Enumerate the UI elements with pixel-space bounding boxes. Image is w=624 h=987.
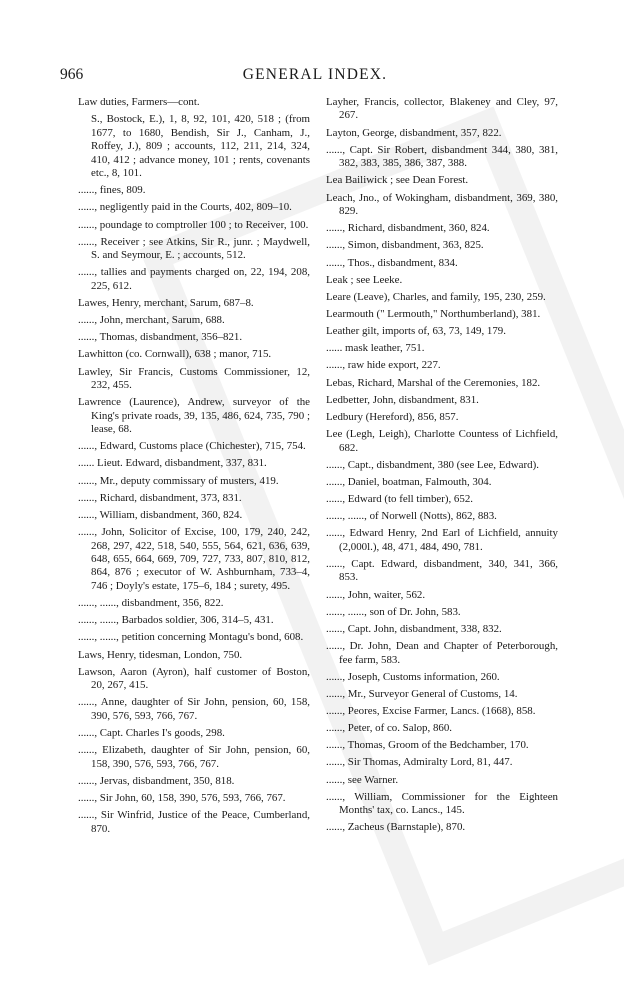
- index-entry: ......, John, waiter, 562.: [326, 588, 426, 601]
- index-entry: Learmouth (" Lermouth," Northumberland), 381.: [326, 307, 541, 320]
- index-entry: Layher, Francis, collector, Blakeney and Cley, 97, 267.: [326, 96, 558, 122]
- index-entry: ......, tallies and payments charged on, 22, 194, 208, 225, 612.: [78, 266, 310, 292]
- page-number: 966: [60, 66, 84, 83]
- index-entry: Laws, Henry, tidesman, London, 750.: [78, 648, 243, 661]
- index-entry: ......, Capt. Charles I's goods, 298.: [78, 726, 225, 739]
- index-entry: Leach, Jno., of Wokingham, disbandment, 369, 380, 829.: [326, 191, 558, 218]
- index-entry: ......, Edward, Customs place (Chichester), 715, 754.: [78, 440, 306, 453]
- index-entry: Ledbetter, John, disbandment, 831.: [326, 393, 479, 406]
- index-entry: ......, poundage to comptroller 100 ; to Receiver, 100.: [78, 218, 309, 231]
- index-entry: ......, Joseph, Customs information, 260.: [326, 670, 500, 683]
- index-entry: Leak ; see Leeke.: [326, 273, 403, 286]
- index-entry: ......, Mr., Surveyor General of Customs, 14.: [326, 687, 518, 700]
- index-entry: ......, ......, of Norwell (Notts), 862, 883.: [326, 510, 497, 523]
- index-entry: ......, Sir Winfrid, Justice of the Peace, Cumberland, 870.: [78, 809, 310, 835]
- index-entry: ......, Elizabeth, daughter of Sir John, pension, 60, 158, 390, 576, 593, 766, 767.: [78, 744, 310, 770]
- index-entry: ......, Peter, of co. Salop, 860.: [326, 722, 452, 735]
- index-entry: ......, Capt. Sir Robert, disbandment 344, 380, 381, 382, 383, 385, 386, 387, 388.: [326, 143, 558, 170]
- index-column-left: [78, 96, 310, 840]
- index-entry: ...... Lieut. Edward, disbandment, 337, 831.: [78, 457, 267, 470]
- index-entry: ......, Capt. John, disbandment, 338, 832.: [326, 622, 502, 635]
- index-entry: Lee (Legh, Leigh), Charlotte Countess of Lichfield, 682.: [326, 428, 558, 454]
- index-entry: ......, fines, 809.: [78, 184, 146, 197]
- index-entry: ......, Capt., disbandment, 380 (see Lee, Edward).: [326, 458, 539, 471]
- index-entry: ......, ......, disbandment, 356, 822.: [78, 597, 224, 610]
- index-entry: ......, William, Commissioner for the Eighteen Months' tax, co. Lancs., 145.: [326, 790, 558, 817]
- index-entry: ......, John, Solicitor of Excise, 100, 179, 240, 242, 268, 297, 422, 518, 540, 555, 564, 621, 636, 639, 648, 655, 664, 669, 709, 727, 733, 807, 810, 812, 864, 876 ; executor of W. Ashburnham, 733–4, 746 ; Doyly's estate, 175–6, 184 ; surety, 495.: [78, 526, 310, 592]
- index-entry: Layton, George, disbandment, 357, 822.: [326, 126, 502, 139]
- index-entry: ......, Jervas, disbandment, 350, 818.: [78, 774, 235, 787]
- index-entry: Lawhitton (co. Cornwall), 638 ; manor, 715.: [78, 348, 272, 361]
- index-entry: ......, Anne, daughter of Sir John, pension, 60, 158, 390, 576, 593, 766, 767.: [78, 696, 310, 722]
- index-entry: ......, Richard, disbandment, 373, 831.: [78, 491, 242, 504]
- index-entry: Lawrence (Laurence), Andrew, surveyor of the King's private roads, 39, 135, 486, 624, 735, 790 ; lease, 68.: [78, 396, 310, 436]
- index-entry: ......, see Warner.: [326, 773, 399, 786]
- index-entry: ......, Capt. Edward, disbandment, 340, 341, 366, 853.: [326, 557, 558, 584]
- index-entry: ......, Richard, disbandment, 360, 824.: [326, 222, 490, 235]
- index-entry: ......, negligently paid in the Courts, 402, 809–10.: [78, 201, 292, 214]
- index-entry: ......, William, disbandment, 360, 824.: [78, 508, 243, 521]
- index-entry: ......, Edward Henry, 2nd Earl of Lichfield, annuity (2,000l.), 48, 471, 484, 490, 781.: [326, 527, 558, 553]
- index-entry: ...... mask leather, 751.: [326, 342, 425, 355]
- index-entry: ......, Sir Thomas, Admiralty Lord, 81, 447.: [326, 756, 513, 769]
- index-entry: ......, Mr., deputy commissary of musters, 419.: [78, 474, 279, 487]
- index-column-right: [326, 96, 558, 839]
- index-entry: ......, Receiver ; see Atkins, Sir R., junr. ; Maydwell, S. and Seymour, E. ; accounts, 512.: [78, 235, 310, 262]
- index-entry: Lea Bailiwick ; see Dean Forest.: [326, 174, 469, 187]
- page-title: GENERAL INDEX.: [242, 66, 388, 83]
- index-entry: ......, Thomas, disbandment, 356–821.: [78, 331, 243, 344]
- index-entry: Leare (Leave), Charles, and family, 195, 230, 259.: [326, 290, 546, 303]
- index-entry: Law duties, Farmers—cont.: [78, 96, 200, 108]
- index-entry: ......, ......, Barbados soldier, 306, 314–5, 431.: [78, 614, 274, 627]
- index-entry: ......, ......, petition concerning Montagu's bond, 608.: [78, 631, 304, 644]
- index-entry: Lawes, Henry, merchant, Sarum, 687–8.: [78, 296, 254, 309]
- index-entry: ......, Edward (to fell timber), 652.: [326, 493, 473, 505]
- index-entry: ......, Dr. John, Dean and Chapter of Peterborough, fee farm, 583.: [326, 640, 558, 666]
- index-entry: ......, Thomas, Groom of the Bedchamber, 170.: [326, 739, 529, 752]
- index-entry: ......, raw hide export, 227.: [326, 359, 441, 372]
- index-entry: S., Bostock, E.), 1, 8, 92, 101, 420, 518 ; (from 1677, to 1680, Bendish, Sir J., Canham, J., Roffey, J.), 809 ; accounts, 112, 211, 214, 324, 410, 412 ; advance money, 101 ; rents, covenants etc., 8, 101.: [91, 113, 310, 180]
- index-entry: ......, Sir John, 60, 158, 390, 576, 593, 766, 767.: [78, 791, 286, 804]
- index-entry: Ledbury (Hereford), 856, 857.: [326, 410, 459, 423]
- index-entry: ......, ......, son of Dr. John, 583.: [326, 605, 461, 618]
- page-header: [60, 66, 570, 88]
- index-entry: ......, Daniel, boatman, Falmouth, 304.: [326, 475, 492, 488]
- index-entry: Lawson, Aaron (Ayron), half customer of Boston, 20, 267, 415.: [78, 665, 310, 692]
- index-entry: Lebas, Richard, Marshal of the Ceremonies, 182.: [326, 376, 541, 389]
- index-entry: Leather gilt, imports of, 63, 73, 149, 179.: [326, 325, 506, 338]
- index-entry: ......, Simon, disbandment, 363, 825.: [326, 239, 484, 252]
- index-entry: ......, John, merchant, Sarum, 688.: [78, 314, 225, 327]
- index-entry: ......, Thos., disbandment, 834.: [326, 256, 458, 269]
- index-entry: ......, Peores, Excise Farmer, Lancs. (1668), 858.: [326, 704, 536, 717]
- index-entry: ......, Zacheus (Barnstaple), 870.: [326, 821, 466, 834]
- index-entry: Lawley, Sir Francis, Customs Commissioner, 12, 232, 455.: [78, 365, 310, 391]
